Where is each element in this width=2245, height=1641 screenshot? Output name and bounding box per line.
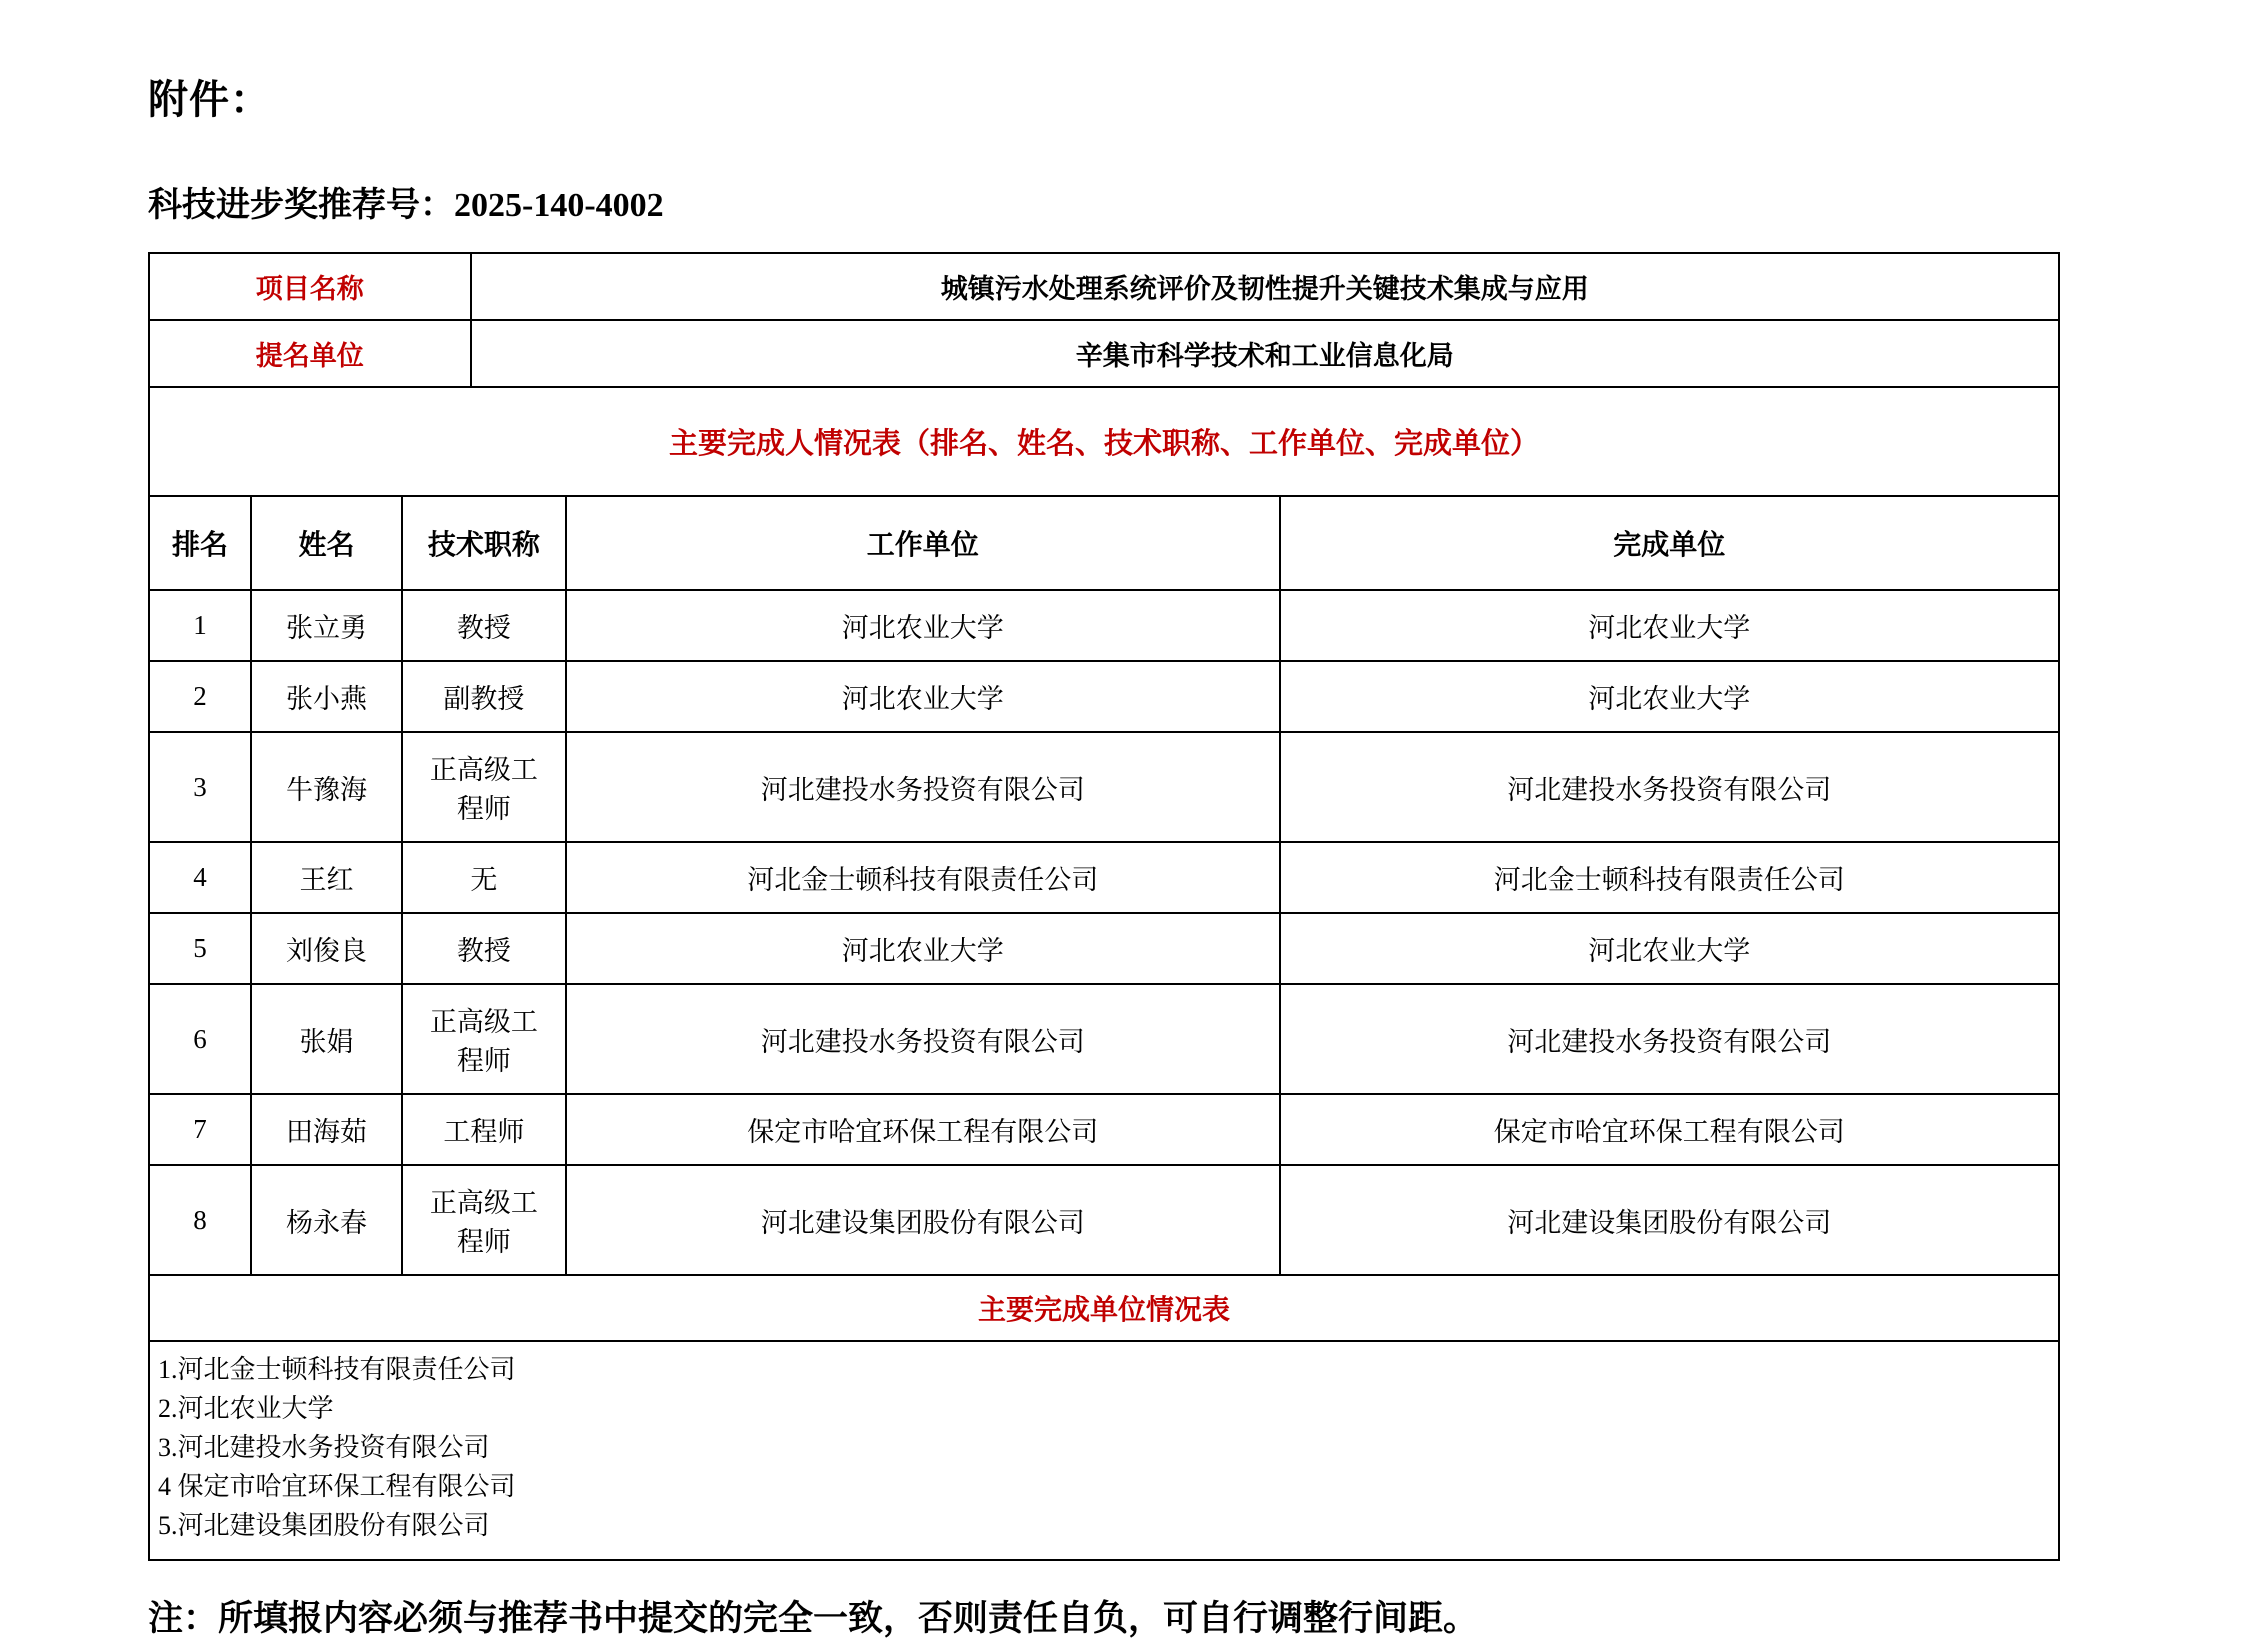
- unit-list-item: 1.河北金士顿科技有限责任公司: [158, 1355, 516, 1384]
- work-unit-cell: 河北农业大学: [566, 590, 1280, 661]
- name-cell: 王红: [251, 842, 402, 913]
- rank-cell: 3: [150, 732, 251, 842]
- name-cell: 刘俊良: [251, 913, 402, 984]
- name-cell: 杨永春: [251, 1165, 402, 1274]
- recommendation-number: 2025-140-4002: [454, 187, 664, 224]
- table-row: [150, 1094, 2058, 1165]
- unit-list-item: 4 保定市哈宜环保工程有限公司: [158, 1472, 516, 1501]
- rank-cell: 4: [150, 842, 251, 913]
- rank-cell: 5: [150, 913, 251, 984]
- work-unit-cell: 河北建投水务投资有限公司: [566, 984, 1280, 1094]
- attachment-label: 附件：: [148, 77, 271, 122]
- work-unit-cell: 河北建投水务投资有限公司: [566, 732, 1280, 842]
- header-row: [150, 497, 2058, 590]
- completion-unit-cell: 河北建投水务投资有限公司: [1280, 732, 2059, 842]
- rank-cell: 6: [150, 984, 251, 1094]
- info-table: [150, 254, 2058, 386]
- info-row-nominator: [150, 320, 2058, 386]
- work-unit-cell: 保定市哈宜环保工程有限公司: [566, 1094, 1280, 1165]
- work-unit-cell: 河北农业大学: [566, 661, 1280, 732]
- info-section: [150, 254, 2058, 388]
- unit-list-item: 5.河北建设集团股份有限公司: [158, 1511, 490, 1540]
- table-row: [150, 842, 2058, 913]
- project-name-label: 项目名称: [150, 254, 471, 320]
- rank-cell: 2: [150, 661, 251, 732]
- name-cell: 张小燕: [251, 661, 402, 732]
- nominator-label: 提名单位: [150, 320, 471, 386]
- completion-unit-cell: 河北农业大学: [1280, 913, 2059, 984]
- table-row: [150, 661, 2058, 732]
- completion-unit-header: 完成单位: [1280, 497, 2059, 590]
- work-unit-cell: 河北建设集团股份有限公司: [566, 1165, 1280, 1274]
- award-table: [148, 252, 2060, 1561]
- title-cell: 教授: [402, 913, 566, 984]
- footer-note: 注：所填报内容必须与推荐书中提交的完全一致，否则责任自负，可自行调整行间距。: [148, 1599, 1479, 1638]
- table-row: [150, 590, 2058, 661]
- title-cell: 副教授: [402, 661, 566, 732]
- completers-table: [150, 497, 2058, 1274]
- title-cell: 正高级工程师: [402, 984, 566, 1094]
- rank-header: 排名: [150, 497, 251, 590]
- title-cell: 无: [402, 842, 566, 913]
- rank-cell: 1: [150, 590, 251, 661]
- completers-table-title: 主要完成人情况表（排名、姓名、技术职称、工作单位、完成单位）: [150, 388, 2058, 497]
- work-unit-cell: 河北金士顿科技有限责任公司: [566, 842, 1280, 913]
- table-row: [150, 1165, 2058, 1274]
- name-cell: 田海茹: [251, 1094, 402, 1165]
- project-name-value: 城镇污水处理系统评价及韧性提升关键技术集成与应用: [471, 254, 2058, 320]
- recommendation-label: 科技进步奖推荐号：: [148, 187, 454, 224]
- completion-unit-cell: 河北农业大学: [1280, 661, 2059, 732]
- name-cell: 张立勇: [251, 590, 402, 661]
- rank-cell: 7: [150, 1094, 251, 1165]
- name-header: 姓名: [251, 497, 402, 590]
- unit-list-item: 3.河北建投水务投资有限公司: [158, 1433, 490, 1462]
- completion-unit-cell: 河北农业大学: [1280, 590, 2059, 661]
- work-unit-cell: 河北农业大学: [566, 913, 1280, 984]
- completion-unit-cell: 保定市哈宜环保工程有限公司: [1280, 1094, 2059, 1165]
- title-header: 技术职称: [402, 497, 566, 590]
- title-cell: 正高级工程师: [402, 732, 566, 842]
- completion-unit-cell: 河北建投水务投资有限公司: [1280, 984, 2059, 1094]
- completion-unit-cell: 河北建设集团股份有限公司: [1280, 1165, 2059, 1274]
- units-table-title: 主要完成单位情况表: [150, 1276, 2058, 1342]
- info-row-project: [150, 254, 2058, 320]
- nominator-value: 辛集市科学技术和工业信息化局: [471, 320, 2058, 386]
- completion-unit-cell: 河北金士顿科技有限责任公司: [1280, 842, 2059, 913]
- name-cell: 牛豫海: [251, 732, 402, 842]
- unit-list-item: 2.河北农业大学: [158, 1394, 334, 1423]
- title-cell: 教授: [402, 590, 566, 661]
- title-cell: 工程师: [402, 1094, 566, 1165]
- completers-section: [150, 497, 2058, 1276]
- table-row: [150, 732, 2058, 842]
- recommendation-line: [148, 177, 2060, 226]
- table-row: [150, 913, 2058, 984]
- title-cell: 正高级工程师: [402, 1165, 566, 1274]
- table-row: [150, 984, 2058, 1094]
- name-cell: 张娟: [251, 984, 402, 1094]
- units-list: [150, 1342, 2058, 1559]
- rank-cell: 8: [150, 1165, 251, 1274]
- work-unit-header: 工作单位: [566, 497, 1280, 590]
